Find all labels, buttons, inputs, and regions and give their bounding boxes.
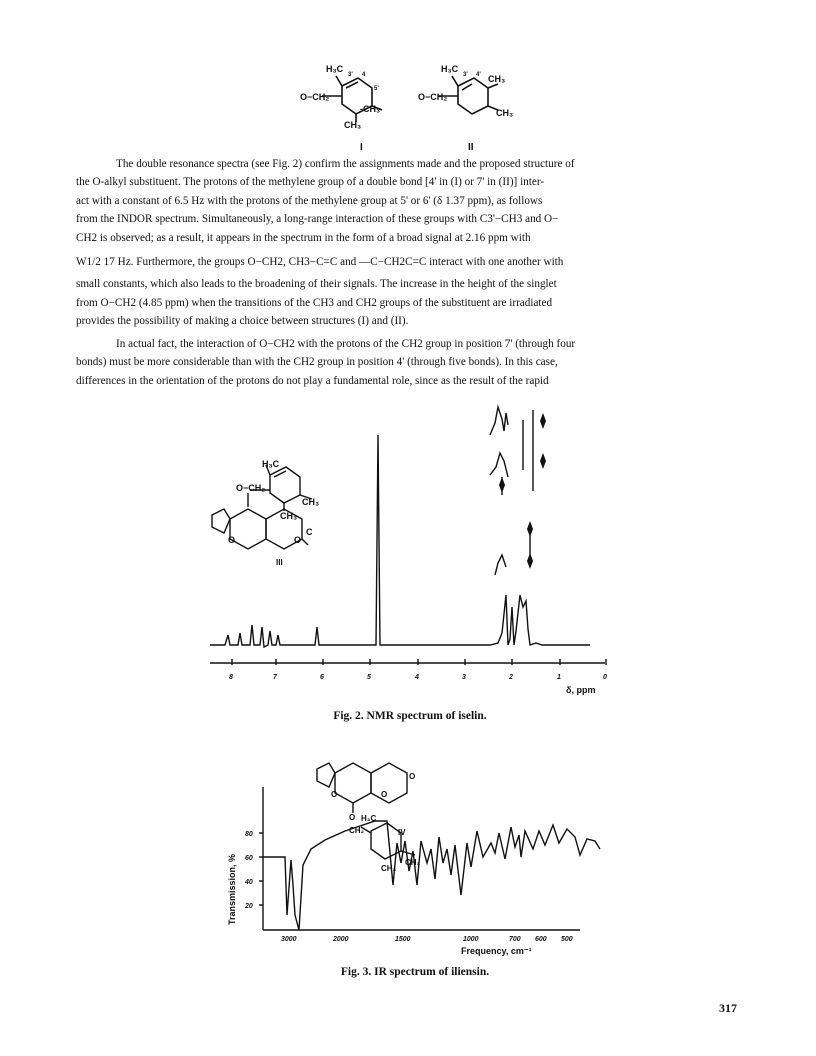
- p1-line: W1/2 17 Hz. Furthermore, the groups O−CH2, CH3−C=C and —C−CH2C=C interact with one another with: [76, 256, 564, 269]
- fig2-tick-label: 3: [462, 674, 466, 681]
- svg-text:CH₃: CH₃: [280, 511, 298, 521]
- label-structure-iv: IV: [398, 828, 406, 837]
- p1-line: from the INDOR spectrum. Simultaneously, a long-range interaction of these groups with C3'−CH3 and O−: [76, 213, 559, 226]
- svg-text:CH₃: CH₃: [405, 858, 421, 867]
- p1-line: the O-alkyl substituent. The protons of the methylene group of a double bond [4' in (I) or 7' in (II)] inter-: [76, 176, 545, 189]
- label-structure-iii: III: [276, 558, 283, 567]
- fig2-tick-label: 1: [557, 674, 561, 681]
- fig3-x-tick: 500: [561, 936, 573, 943]
- label-structure-i: I: [360, 142, 363, 153]
- p2-line: bonds) must be more considerable than with the CH2 group in position 4' (through five bonds). In this case,: [76, 356, 558, 369]
- fig2-caption: Fig. 2. NMR spectrum of iselin.: [333, 710, 487, 722]
- p1-line: provides the possibility of making a choice between structures (I) and (II).: [76, 315, 409, 328]
- svg-text:CH₂: CH₂: [349, 826, 365, 835]
- label-structure-ii: II: [468, 142, 474, 153]
- p1-line: act with a constant of 6.5 Hz with the protons of the methylene group at 5' or 6' (δ 1.37 ppm), as follows: [76, 194, 543, 207]
- paragraph-2: [76, 335, 738, 390]
- p1-line: small constants, which also leads to the broadening of their signals. The increase in the height of the singlet: [76, 278, 557, 291]
- p2-line: differences in the orientation of the protons do not play a fundamental role, since as the result of the rapid: [76, 374, 549, 387]
- svg-text:CH₃: CH₃: [381, 864, 397, 873]
- fig3-y-tick: 20: [245, 903, 253, 910]
- svg-text:CH₃: CH₃: [488, 74, 506, 84]
- fig3-y-tick: 60: [245, 855, 253, 862]
- p2-line: In actual fact, the interaction of O−CH2 with the protons of the CH2 group in position 7' (through four: [116, 338, 576, 350]
- svg-text:4: 4: [362, 72, 366, 78]
- fig3-xlabel: Frequency, cm⁻¹: [461, 946, 532, 956]
- fig3-x-tick: 1000: [463, 936, 479, 943]
- fig3-ylabel: Transmission, %: [227, 853, 237, 925]
- svg-text:4': 4': [476, 72, 481, 78]
- svg-text:O: O: [349, 813, 356, 822]
- svg-text:5': 5': [374, 86, 379, 92]
- svg-text:-CH₃: -CH₃: [360, 104, 381, 114]
- svg-text:3': 3': [348, 72, 353, 78]
- svg-text:O: O: [294, 535, 302, 545]
- fig3-x-tick: 3000: [281, 936, 297, 943]
- fig2-tick-label: 5: [367, 674, 371, 681]
- structures-i-ii: [300, 58, 530, 158]
- svg-text:O−CH₂: O−CH₂: [418, 92, 448, 102]
- fig2-tick-label: 7: [273, 674, 277, 681]
- svg-text:H₃C: H₃C: [361, 814, 377, 823]
- svg-text:O: O: [409, 772, 416, 781]
- p1-line: from O−CH2 (4.85 ppm) when the transitions of the CH3 and CH2 groups of the substituent are irradiated: [76, 296, 553, 309]
- fig3-x-tick: 2000: [333, 936, 349, 943]
- p1-line: CH2 is observed; as a result, it appears in the spectrum in the form of a broad signal at 2.16 ppm with: [76, 231, 531, 244]
- fig2-tick-label: 0: [603, 674, 607, 681]
- fig3-x-tick: 600: [535, 936, 547, 943]
- fig2-tick-label: 8: [229, 674, 233, 681]
- fig2-tick-label: 6: [320, 674, 324, 681]
- svg-text:O−CH₂: O−CH₂: [300, 92, 330, 102]
- paragraph-1: [76, 155, 738, 331]
- svg-text:H₃C: H₃C: [262, 459, 280, 469]
- svg-text:C: C: [306, 527, 313, 537]
- fig3-y-tick: 40: [245, 879, 253, 886]
- svg-text:CH₃: CH₃: [344, 120, 362, 130]
- svg-text:CH₃: CH₃: [496, 108, 514, 118]
- svg-text:3': 3': [463, 72, 468, 78]
- p1-line: The double resonance spectra (see Fig. 2) confirm the assignments made and the proposed structure of: [116, 158, 575, 170]
- fig3-y-tick: 80: [245, 831, 253, 838]
- svg-text:O: O: [228, 535, 236, 545]
- svg-text:O−CH₂: O−CH₂: [236, 483, 266, 493]
- svg-text:O: O: [331, 790, 338, 799]
- fig3-caption: Fig. 3. IR spectrum of iliensin.: [340, 966, 490, 978]
- fig2-nmr-spectrum: [190, 395, 630, 705]
- fig2-tick-label: 4: [415, 674, 419, 681]
- svg-text:CH₃: CH₃: [302, 497, 320, 507]
- page-number: 317: [719, 1001, 737, 1015]
- fig3-x-tick: 700: [509, 936, 521, 943]
- fig3-ir-spectrum: [215, 745, 615, 960]
- svg-text:H₃C: H₃C: [326, 64, 344, 74]
- fig2-axis-unit: δ, ppm: [566, 685, 596, 695]
- svg-text:H₃C: H₃C: [441, 64, 459, 74]
- svg-text:O: O: [381, 790, 388, 799]
- fig3-x-tick: 1500: [395, 936, 411, 943]
- fig2-tick-label: 2: [509, 674, 513, 681]
